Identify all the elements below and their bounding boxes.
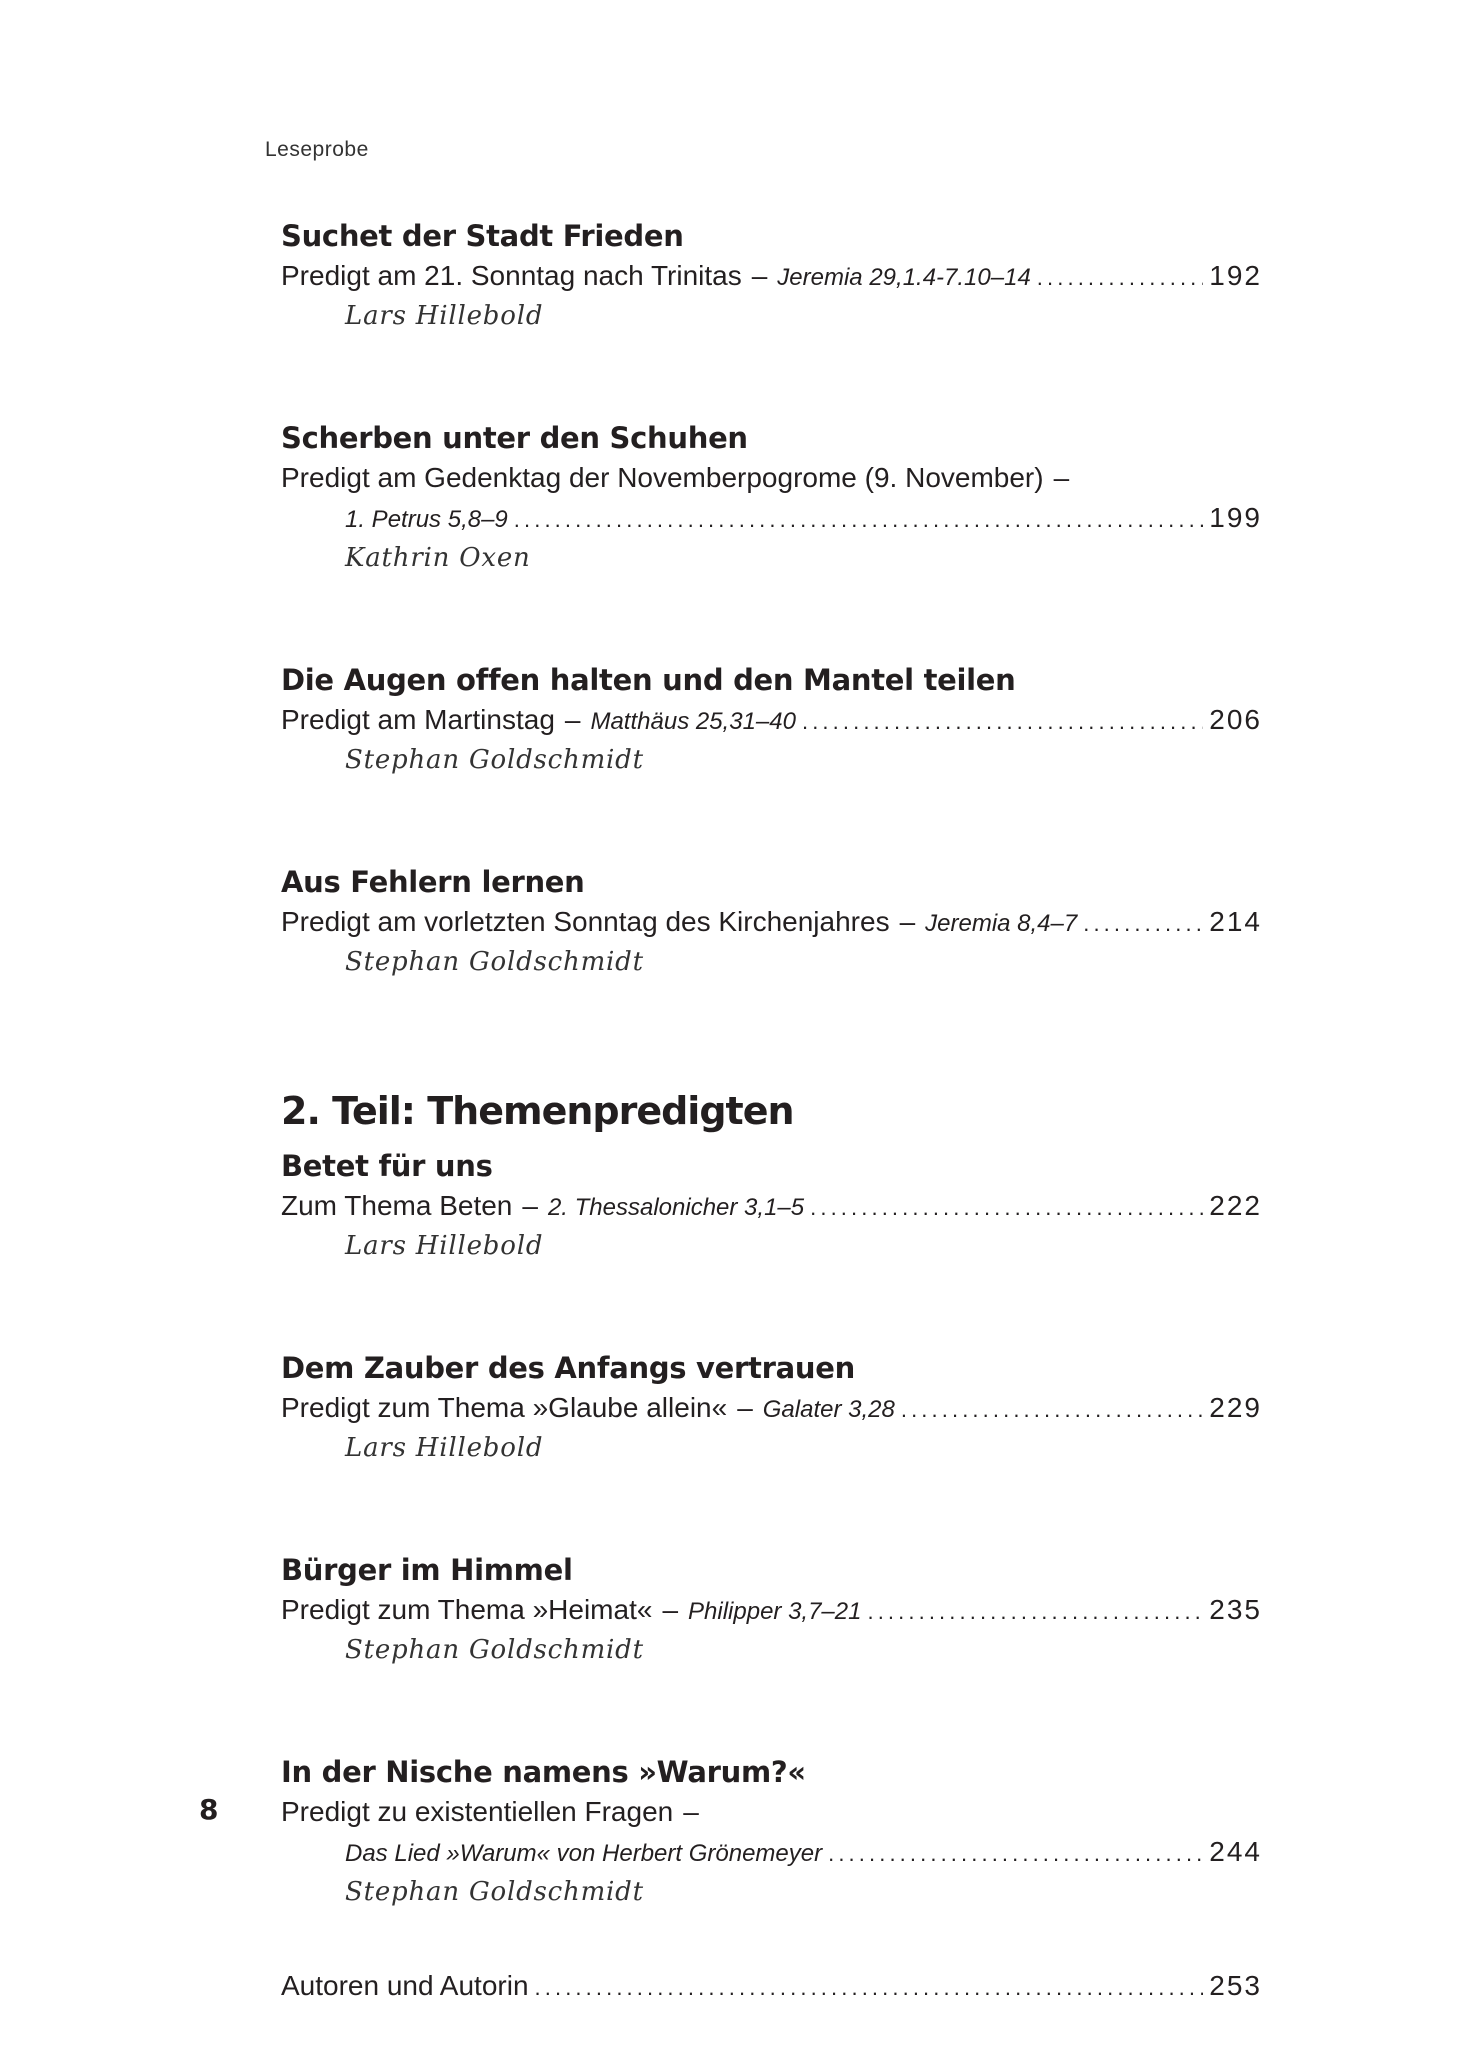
toc-entry-author: Lars Hillebold — [345, 1433, 544, 1463]
toc-entry-subtitle: Zum Thema Beten — [281, 1190, 513, 1221]
part-heading: 2. Teil: Themenpredigten — [281, 1089, 794, 1133]
toc-entry-subtitle: Predigt am Gedenktag der Novemberpogrome (9. November) — [281, 462, 1044, 493]
toc-bible-reference: Jeremia 29,1.4-7.10–14 — [777, 264, 1031, 291]
toc-dot-leader — [901, 1390, 1203, 1430]
toc-entry-author: Stephan Goldschmidt — [345, 745, 644, 775]
toc-entry-subtitle: Predigt am Martinstag — [281, 704, 555, 735]
toc-entry — [281, 1146, 1262, 1266]
toc-entry-title: Aus Fehlern lernen — [281, 865, 585, 899]
toc-page-number: 235 — [1209, 1594, 1262, 1625]
toc-entry-line — [281, 700, 1262, 740]
toc-entry-author: Stephan Goldschmidt — [345, 1877, 644, 1907]
toc-entry — [281, 862, 1262, 982]
toc-entry-line — [281, 1388, 1262, 1428]
toc-dot-leader — [535, 1968, 1204, 2008]
toc-entry-author: Stephan Goldschmidt — [345, 947, 644, 977]
toc-entry — [281, 1348, 1262, 1468]
running-head: Leseprobe — [265, 138, 369, 161]
toc-dot-leader — [802, 702, 1203, 742]
toc-entry-title: Suchet der Stadt Frieden — [281, 219, 684, 253]
toc-bible-reference: 1. Petrus 5,8–9 — [345, 506, 508, 533]
toc-page-number: 222 — [1209, 1190, 1262, 1221]
table-of-contents — [281, 216, 1262, 2006]
toc-entry-subtitle: Predigt am 21. Sonntag nach Trinitas — [281, 260, 742, 291]
toc-bible-reference: Das Lied »Warum« von Herbert Grönemeyer — [345, 1840, 823, 1867]
toc-dot-leader — [1037, 258, 1203, 298]
toc-entry-author: Stephan Goldschmidt — [345, 1635, 644, 1665]
toc-entry-title: Bürger im Himmel — [281, 1553, 573, 1587]
toc-dash: – — [662, 1594, 679, 1625]
toc-entry-subtitle: Predigt am vorletzten Sonntag des Kirchenjahres — [281, 906, 890, 937]
toc-dash: – — [564, 704, 581, 735]
toc-entry-line — [281, 498, 1262, 538]
toc-entry-author: Kathrin Oxen — [345, 543, 531, 573]
toc-dash: – — [522, 1190, 538, 1221]
toc-dash: – — [751, 260, 768, 291]
page-number: 8 — [199, 1793, 219, 1826]
toc-entry — [281, 418, 1262, 578]
toc-bible-reference: Matthäus 25,31–40 — [590, 708, 796, 735]
toc-entry — [281, 1752, 1262, 1912]
toc-entry-line — [281, 1792, 1262, 1832]
toc-entry — [281, 216, 1262, 336]
toc-dash: – — [1053, 462, 1070, 493]
toc-entry-title: In der Nische namens »Warum?« — [281, 1755, 806, 1789]
toc-entry-line — [281, 902, 1262, 942]
toc-entry-subtitle: Autoren und Autorin — [281, 1970, 529, 2001]
toc-dash: – — [899, 906, 916, 937]
toc-page-number: 229 — [1209, 1392, 1262, 1423]
toc-bible-reference: Jeremia 8,4–7 — [925, 910, 1078, 937]
toc-bible-reference: 2. Thessalonicher 3,1–5 — [547, 1194, 805, 1221]
toc-entry-author: Lars Hillebold — [345, 301, 544, 331]
toc-entry-title: Dem Zauber des Anfangs vertrauen — [281, 1351, 855, 1385]
toc-dot-leader — [810, 1188, 1203, 1228]
toc-page-number: 244 — [1209, 1836, 1262, 1867]
toc-entry-line — [281, 256, 1262, 296]
toc-bible-reference: Galater 3,28 — [762, 1396, 895, 1423]
toc-dot-leader — [828, 1834, 1203, 1874]
toc-dash: – — [737, 1392, 753, 1423]
toc-entry-title: Betet für uns — [281, 1149, 493, 1183]
toc-dot-leader — [514, 500, 1204, 540]
toc-entry — [281, 1550, 1262, 1670]
toc-dot-leader — [867, 1592, 1203, 1632]
toc-entry-subtitle: Predigt zu existentiellen Fragen — [281, 1796, 674, 1827]
toc-page-number: 206 — [1209, 704, 1262, 735]
toc-entry-authors — [281, 1966, 1262, 2006]
toc-entry-line — [281, 458, 1262, 498]
toc-entry — [281, 660, 1262, 780]
toc-page-number: 192 — [1209, 260, 1262, 291]
toc-entry-title: Die Augen offen halten und den Mantel teilen — [281, 663, 1016, 697]
toc-bible-reference: Philipper 3,7–21 — [688, 1598, 862, 1625]
toc-entry-title: Scherben unter den Schuhen — [281, 421, 748, 455]
toc-page-number: 214 — [1209, 906, 1262, 937]
toc-entry-subtitle: Predigt zum Thema »Glaube allein« — [281, 1392, 728, 1423]
toc-entry-line — [281, 1590, 1262, 1630]
toc-entry-author: Lars Hillebold — [345, 1231, 544, 1261]
toc-entry-line — [281, 1832, 1262, 1872]
toc-entry-subtitle: Predigt zum Thema »Heimat« — [281, 1594, 653, 1625]
toc-page-number: 253 — [1209, 1970, 1262, 2001]
toc-dot-leader — [1083, 904, 1203, 944]
toc-dash: – — [683, 1796, 699, 1827]
toc-entry-line — [281, 1186, 1262, 1226]
toc-page-number: 199 — [1209, 502, 1262, 533]
